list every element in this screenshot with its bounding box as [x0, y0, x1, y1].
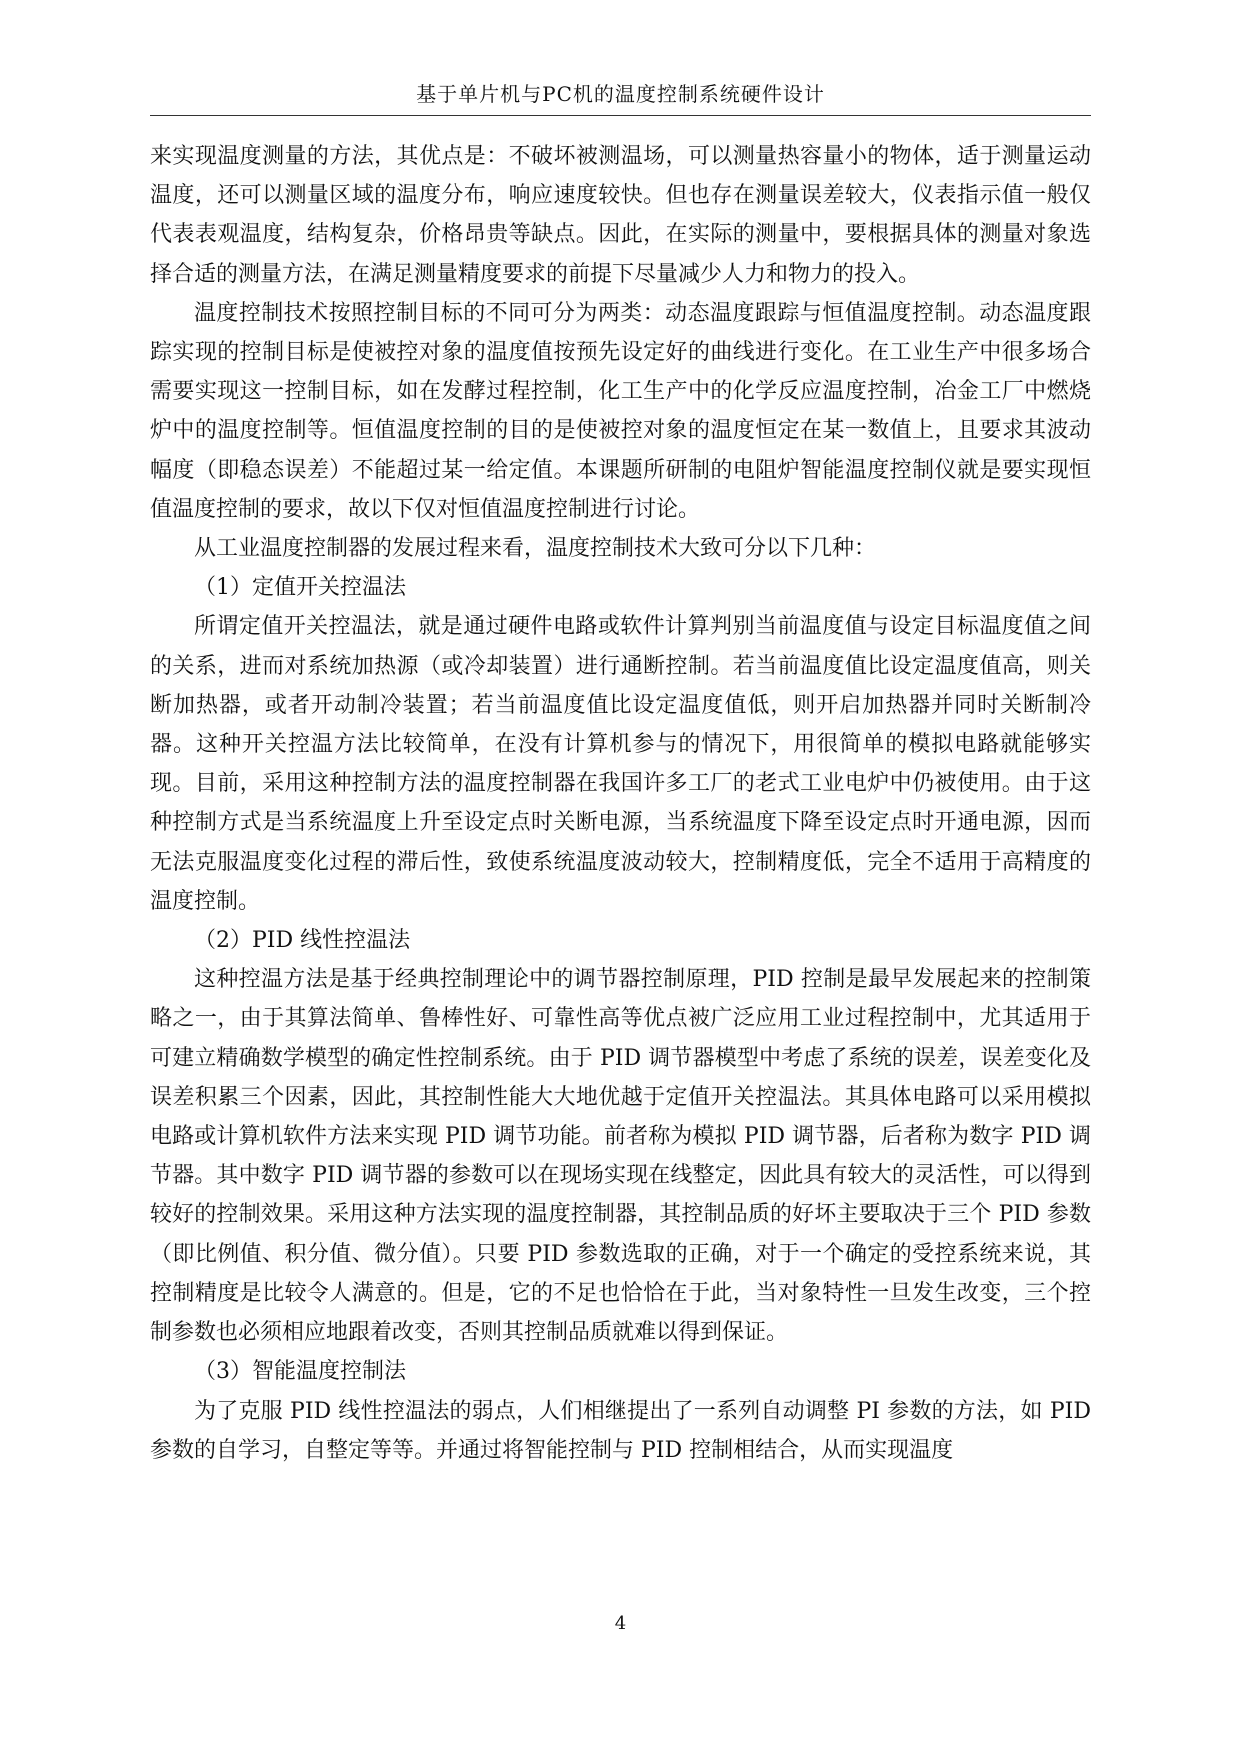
- section-heading-on-off: （1）定值开关控温法: [194, 575, 406, 601]
- section-heading-pid: （2）PID 线性控温法: [194, 928, 411, 954]
- running-header: 基于单片机与PC机的温度控制系统硬件设计: [416, 82, 825, 106]
- section-heading-intelligent: （3）智能温度控制法: [194, 1359, 406, 1385]
- paragraph-continuation: 来实现温度测量的方法，其优点是：不破坏被测温场，可以测量热容量小的物体，适于测量运动温度，还可以测量区域的温度分布，响应速度较快。但也存在测量误差较大，仪表指示值一般仅代表表观温度，结构复杂，价格昂贵等缺点。因此，在实际的测量中，要根据具体的测量对象选择合适的测量方法，在满足测量精度要求的前提下尽量减少人力和物力的投入。: [150, 144, 1091, 287]
- paragraph-intelligent-control: 为了克服 PID 线性控温法的弱点，人们相继提出了一系列自动调整 PI 参数的方法，如 PID 参数的自学习，自整定等等。并通过将智能控制与 PID 控制相结合，从而实现温度: [150, 1398, 1091, 1463]
- paragraph-pid-control: 这种控温方法是基于经典控制理论中的调节器控制原理，PID 控制是最早发展起来的控制策略之一，由于其算法简单、鲁棒性好、可靠性高等优点被广泛应用工业过程控制中，尤其适用于可建立精确数学模型的确定性控制系统。由于 PID 调节器模型中考虑了系统的误差，误差变化及误差积累三个因素，因此，其控制性能大大地优越于定值开关控温法。其具体电路可以采用模拟电路或计算机软件方法来实现 PID 调节功能。前者称为模拟 PID 调节器，后者称为数字 PID 调节器。其中数字 PID 调节器的参数可以在现场实现在线整定，因此具有较大的灵活性，可以得到较好的控制效果。采用这种方法实现的温度控制器，其控制品质的好坏主要取决于三个 PID 参数（即比例值、积分值、微分值）。只要 PID 参数选取的正确，对于一个确定的受控系统来说，其控制精度是比较令人满意的。但是，它的不足也恰恰在于此，当对象特性一旦发生改变，三个控制参数也必须相应地跟着改变，否则其控制品质就难以得到保证。: [150, 967, 1091, 1346]
- paragraph-on-off-control: 所谓定值开关控温法，就是通过硬件电路或软件计算判别当前温度值与设定目标温度值之间的关系，进而对系统加热源（或冷却装置）进行通断控制。若当前温度值比设定温度值高，则关断加热器，或者开动制冷装置；若当前温度值比设定温度值低，则开启加热器并同时关断制冷器。这种开关控温方法比较简单，在没有计算机参与的情况下，用很简单的模拟电路就能够实现。目前，采用这种控制方法的温度控制器在我国许多工厂的老式工业电炉中仍被使用。由于这种控制方式是当系统温度上升至设定点时关断电源，当系统温度下降至设定点时开通电源，因而无法克服温度变化过程的滞后性，致使系统温度波动较大，控制精度低，完全不适用于高精度的温度控制。: [150, 614, 1091, 914]
- page-number: 4: [614, 1613, 627, 1634]
- paragraph-control-classes: 温度控制技术按照控制目标的不同可分为两类：动态温度跟踪与恒值温度控制。动态温度跟踪实现的控制目标是使被控对象的温度值按预先设定好的曲线进行变化。在工业生产中很多场合需要实现这一控制目标，如在发酵过程控制，化工生产中的化学反应温度控制，冶金工厂中燃烧炉中的温度控制等。恒值温度控制的目的是使被控对象的温度恒定在某一数值上，且要求其波动幅度（即稳态误差）不能超过某一给定值。本课题所研制的电阻炉智能温度控制仪就是要实现恒值温度控制的要求，故以下仅对恒值温度控制进行讨论。: [150, 300, 1091, 522]
- header-rule: [150, 115, 1091, 116]
- body-text: [150, 137, 1091, 1470]
- paragraph-methods-intro: 从工业温度控制器的发展过程来看，温度控制技术大致可分以下几种：: [194, 536, 877, 562]
